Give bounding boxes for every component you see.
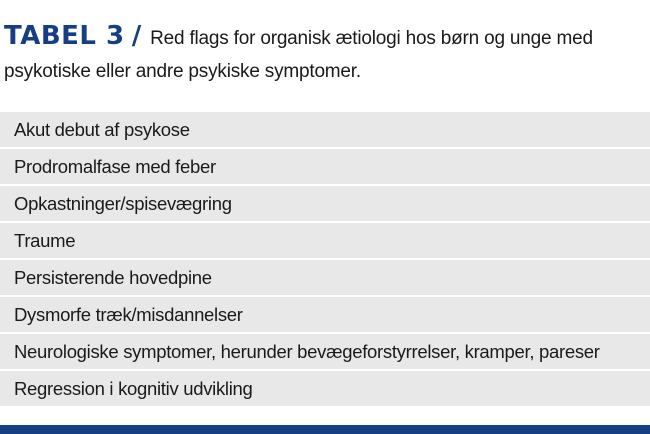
table-row: Opkastninger/spisevægring <box>0 186 650 221</box>
table-row: Persisterende hovedpine <box>0 260 650 295</box>
table-row: Dysmorfe træk/misdannelser <box>0 297 650 332</box>
label-separator: / <box>131 21 142 51</box>
red-flags-table <box>0 112 650 408</box>
table-row: Traume <box>0 223 650 258</box>
table-row: Neurologiske symptomer, herunder bevægeforstyrrelser, kramper, pareser <box>0 334 650 369</box>
bottom-rule <box>0 425 650 434</box>
table-caption <box>4 20 646 88</box>
table-row: Prodromalfase med feber <box>0 149 650 184</box>
table-title: Red flags for organisk ætiologi hos børn og unge med psykotiske eller andre psykiske symptomer. <box>4 28 593 82</box>
table-row: Regression i kognitiv udvikling <box>0 371 650 406</box>
table-number-label: TABEL 3 <box>4 21 125 51</box>
table-row: Akut debut af psykose <box>0 112 650 147</box>
